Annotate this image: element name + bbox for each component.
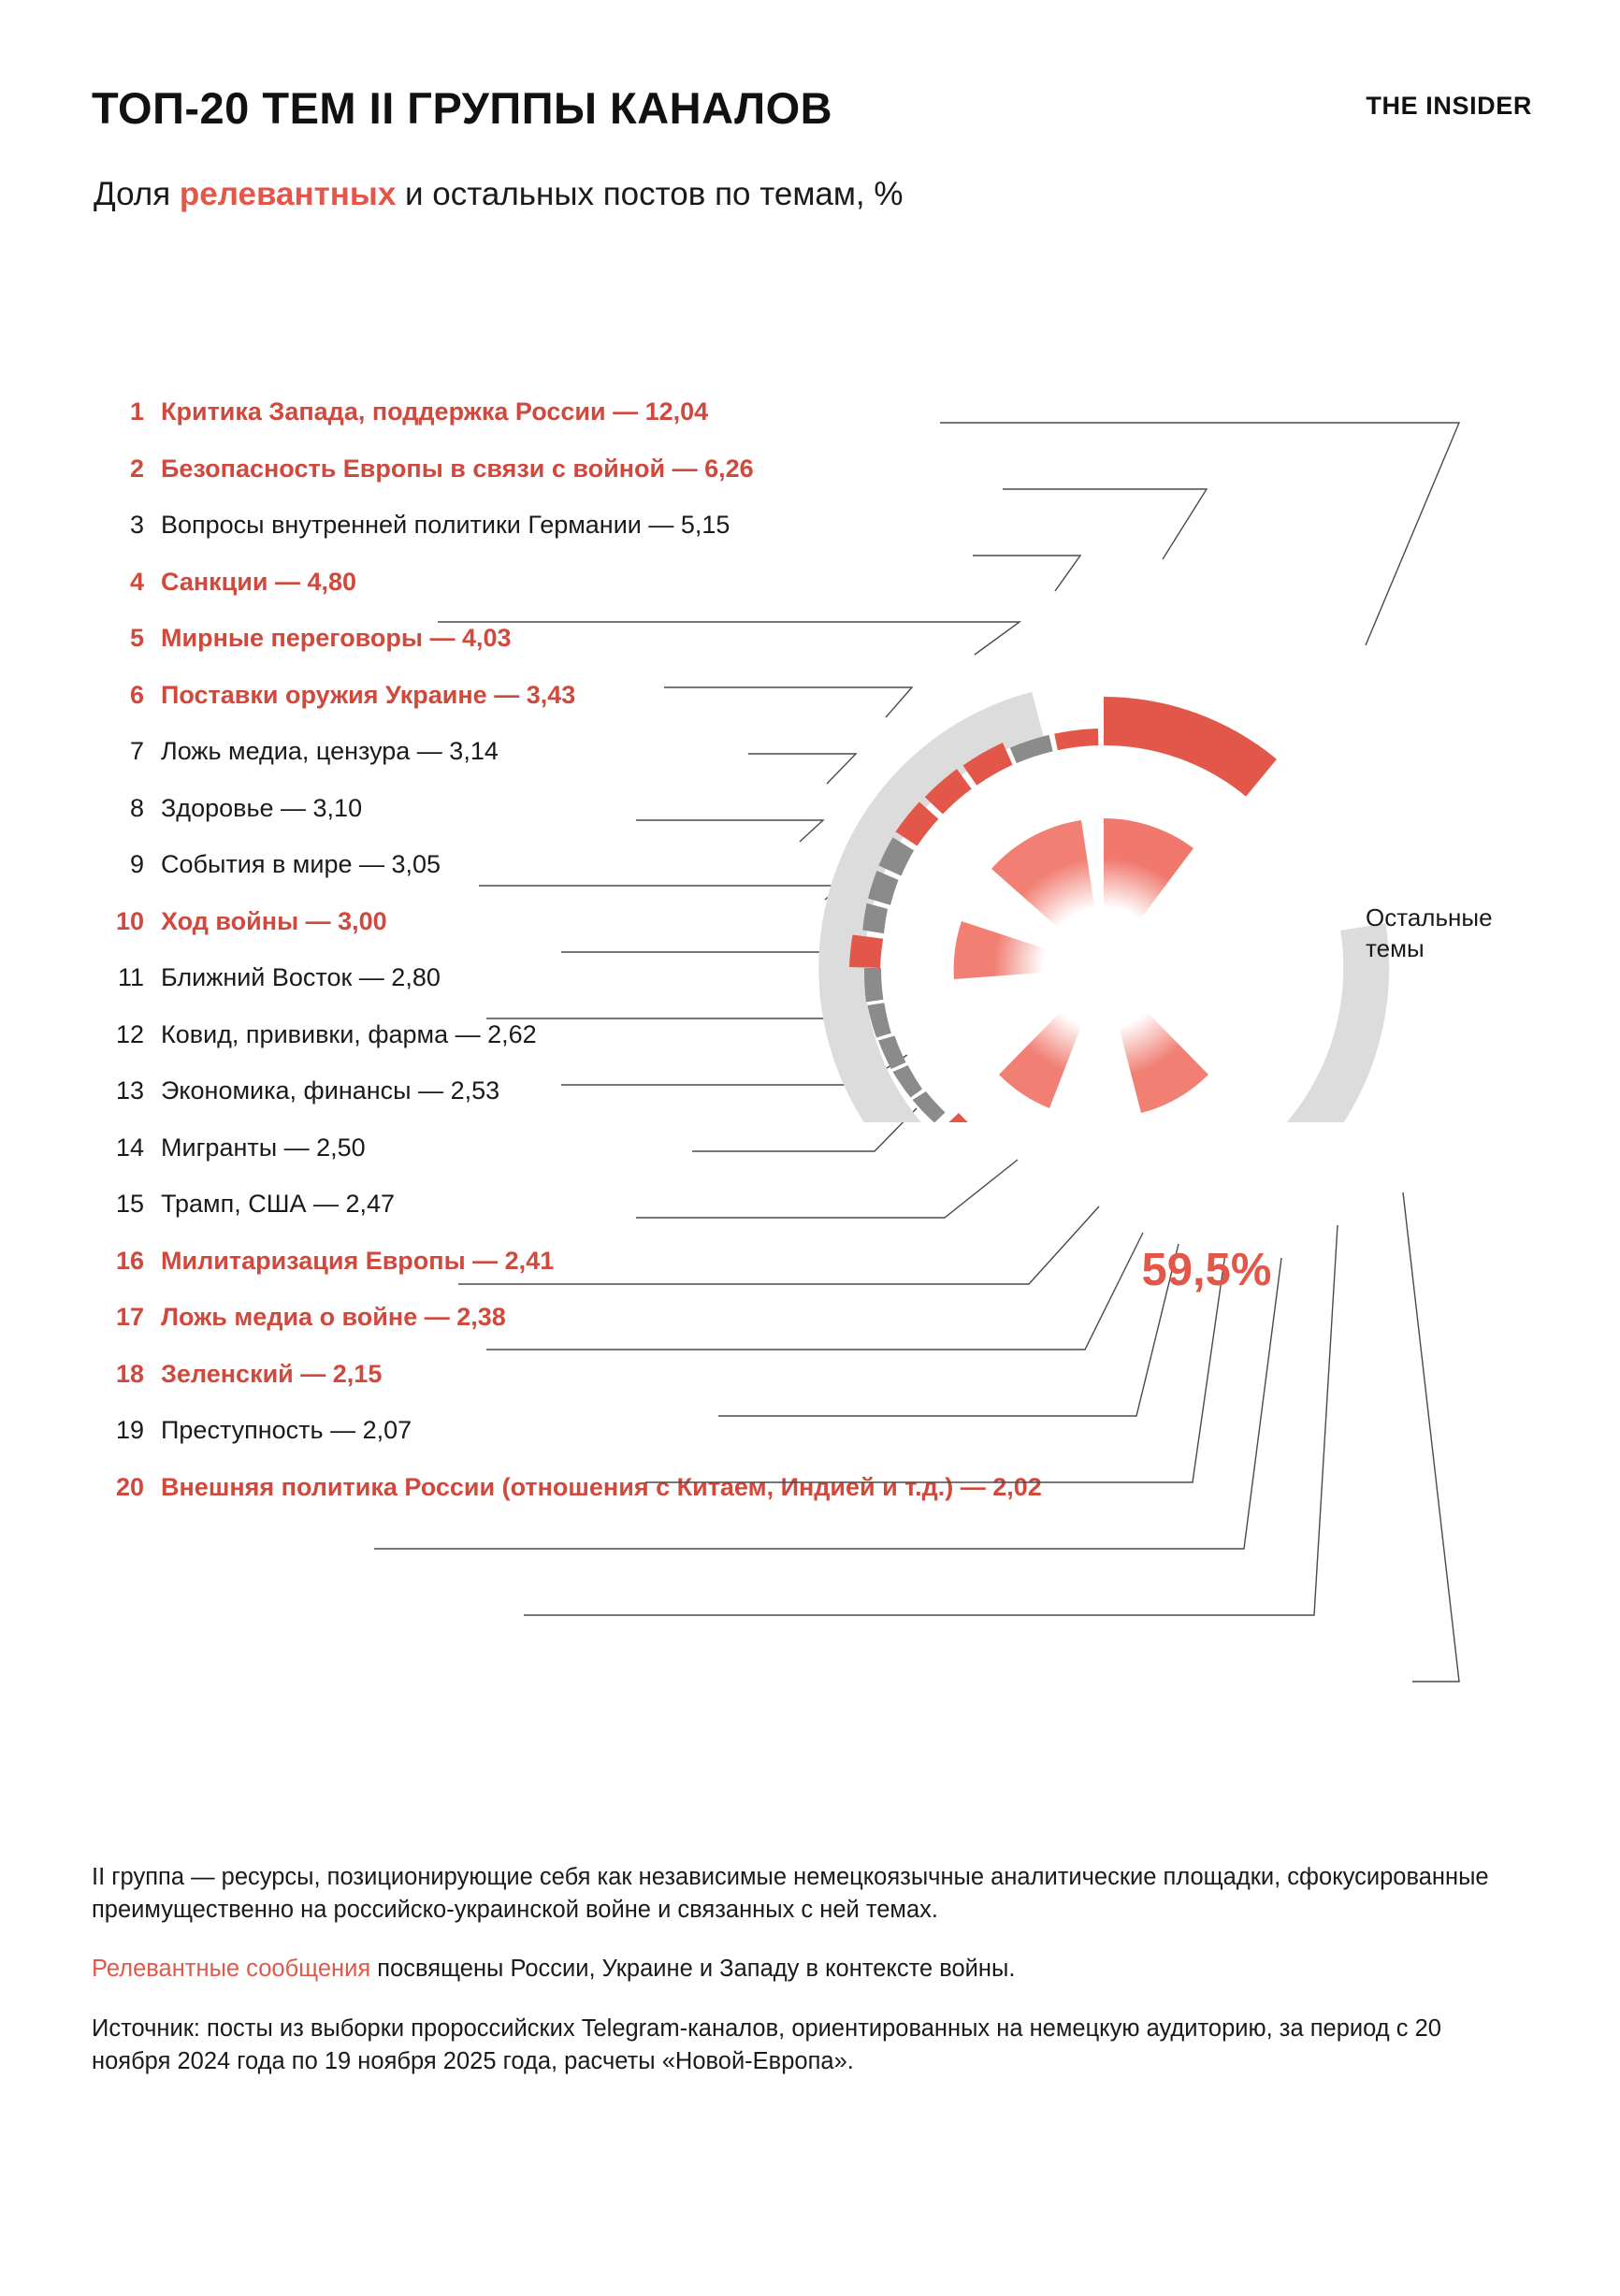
topic-label: Трамп, США — 2,47 xyxy=(161,1190,396,1218)
other-topics-label-line2: темы xyxy=(1366,933,1425,962)
topic-rank: 16 xyxy=(115,1246,144,1275)
topic-rank: 20 xyxy=(115,1472,144,1501)
topic-label: Поставки оружия Украине — 3,43 xyxy=(161,680,576,709)
topic-rank: 7 xyxy=(129,737,144,765)
topic-label: События в мире — 3,05 xyxy=(161,850,441,878)
topic-rank: 18 xyxy=(115,1359,144,1388)
topic-label: Ложь медиа, цензура — 3,14 xyxy=(161,737,499,765)
donut-chart xyxy=(790,402,1539,1295)
center-value: 59,5% xyxy=(1141,1245,1272,1295)
list-item xyxy=(92,1303,1027,1360)
topic-rank: 14 xyxy=(115,1133,144,1162)
topic-label: Критика Запада, поддержка России — 12,04 xyxy=(161,397,709,426)
subtitle-part-1: Доля xyxy=(94,176,180,212)
brand-logo: THE INSIDER xyxy=(1366,92,1532,120)
topic-rank: 4 xyxy=(129,567,144,596)
subtitle-part-2: и остальных постов по темам, % xyxy=(396,176,904,212)
list-item xyxy=(92,1472,1042,1530)
topic-rank: 12 xyxy=(115,1019,144,1048)
subtitle-highlight: релевантных xyxy=(179,176,397,212)
topic-label: Санкции — 4,80 xyxy=(161,567,357,596)
topic-rank: 8 xyxy=(129,793,144,822)
topic-label: Ближний Восток — 2,80 xyxy=(161,963,441,991)
topic-label: Мирные переговоры — 4,03 xyxy=(161,624,512,652)
footnotes xyxy=(92,1861,1495,2078)
list-item xyxy=(92,1247,1027,1304)
topic-label: Вопросы внутренней политики Германии — 5,15 xyxy=(161,511,730,539)
topic-label: Милитаризация Европы — 2,41 xyxy=(161,1246,555,1275)
other-topics-label-line1: Остальные xyxy=(1366,903,1493,931)
topic-label: Ход войны — 3,00 xyxy=(161,906,387,935)
topic-rank: 11 xyxy=(117,963,144,991)
topic-rank: 10 xyxy=(115,906,144,935)
list-item xyxy=(92,1360,1027,1417)
other-topics-label xyxy=(1366,903,1493,963)
topic-label: Мигранты — 2,50 xyxy=(161,1133,366,1162)
topic-label: Ковид, прививки, фарма — 2,62 xyxy=(161,1019,537,1048)
list-item xyxy=(92,1416,1027,1473)
topic-rank: 13 xyxy=(115,1076,144,1105)
note-relevant-highlight: Релевантные сообщения xyxy=(92,1956,371,1983)
note-relevant-rest: посвящены России, Украине и Западу в контексте войны. xyxy=(370,1956,1016,1983)
topic-rank: 6 xyxy=(129,680,144,709)
topic-rank: 5 xyxy=(129,624,144,652)
topic-label: Здоровье — 3,10 xyxy=(161,793,363,822)
note-relevant-definition xyxy=(92,1953,1495,1986)
topic-label: Зеленский — 2,15 xyxy=(161,1359,383,1388)
topic-rank: 1 xyxy=(129,397,144,426)
topic-rank: 2 xyxy=(129,454,144,483)
page-title: ТОП-20 ТЕМ II ГРУППЫ КАНАЛОВ xyxy=(92,83,833,133)
topic-label: Преступность — 2,07 xyxy=(161,1416,412,1444)
topic-label: Ложь медиа о войне — 2,38 xyxy=(161,1303,506,1331)
topic-rank: 19 xyxy=(115,1416,144,1444)
topic-rank: 3 xyxy=(129,511,144,539)
topic-rank: 17 xyxy=(115,1303,144,1331)
list-item xyxy=(92,1190,1027,1247)
note-source: Источник: посты из выборки пророссийских Telegram-каналов, ориентированных на немецкую аудиторию, за период с 20 ноября 2024 года по 19 ноября 2025 года, расчеты «Новой-Европа». xyxy=(92,2014,1441,2074)
topic-label: Внешняя политика России (отношения с Китаем, Индией и т.д.) — 2,02 xyxy=(161,1472,1042,1501)
topic-label: Безопасность Европы в связи с войной — 6,26 xyxy=(161,454,754,483)
topic-label: Экономика, финансы — 2,53 xyxy=(161,1076,500,1105)
topic-rank: 15 xyxy=(115,1190,144,1218)
topic-rank: 9 xyxy=(129,850,144,878)
note-group-definition: II группа — ресурсы, позиционирующие себя как независимые немецкоязычные аналитические площадки, сфокусированные преимущественно на российско-украинской войне и связанных с ней темах. xyxy=(92,1864,1489,1924)
